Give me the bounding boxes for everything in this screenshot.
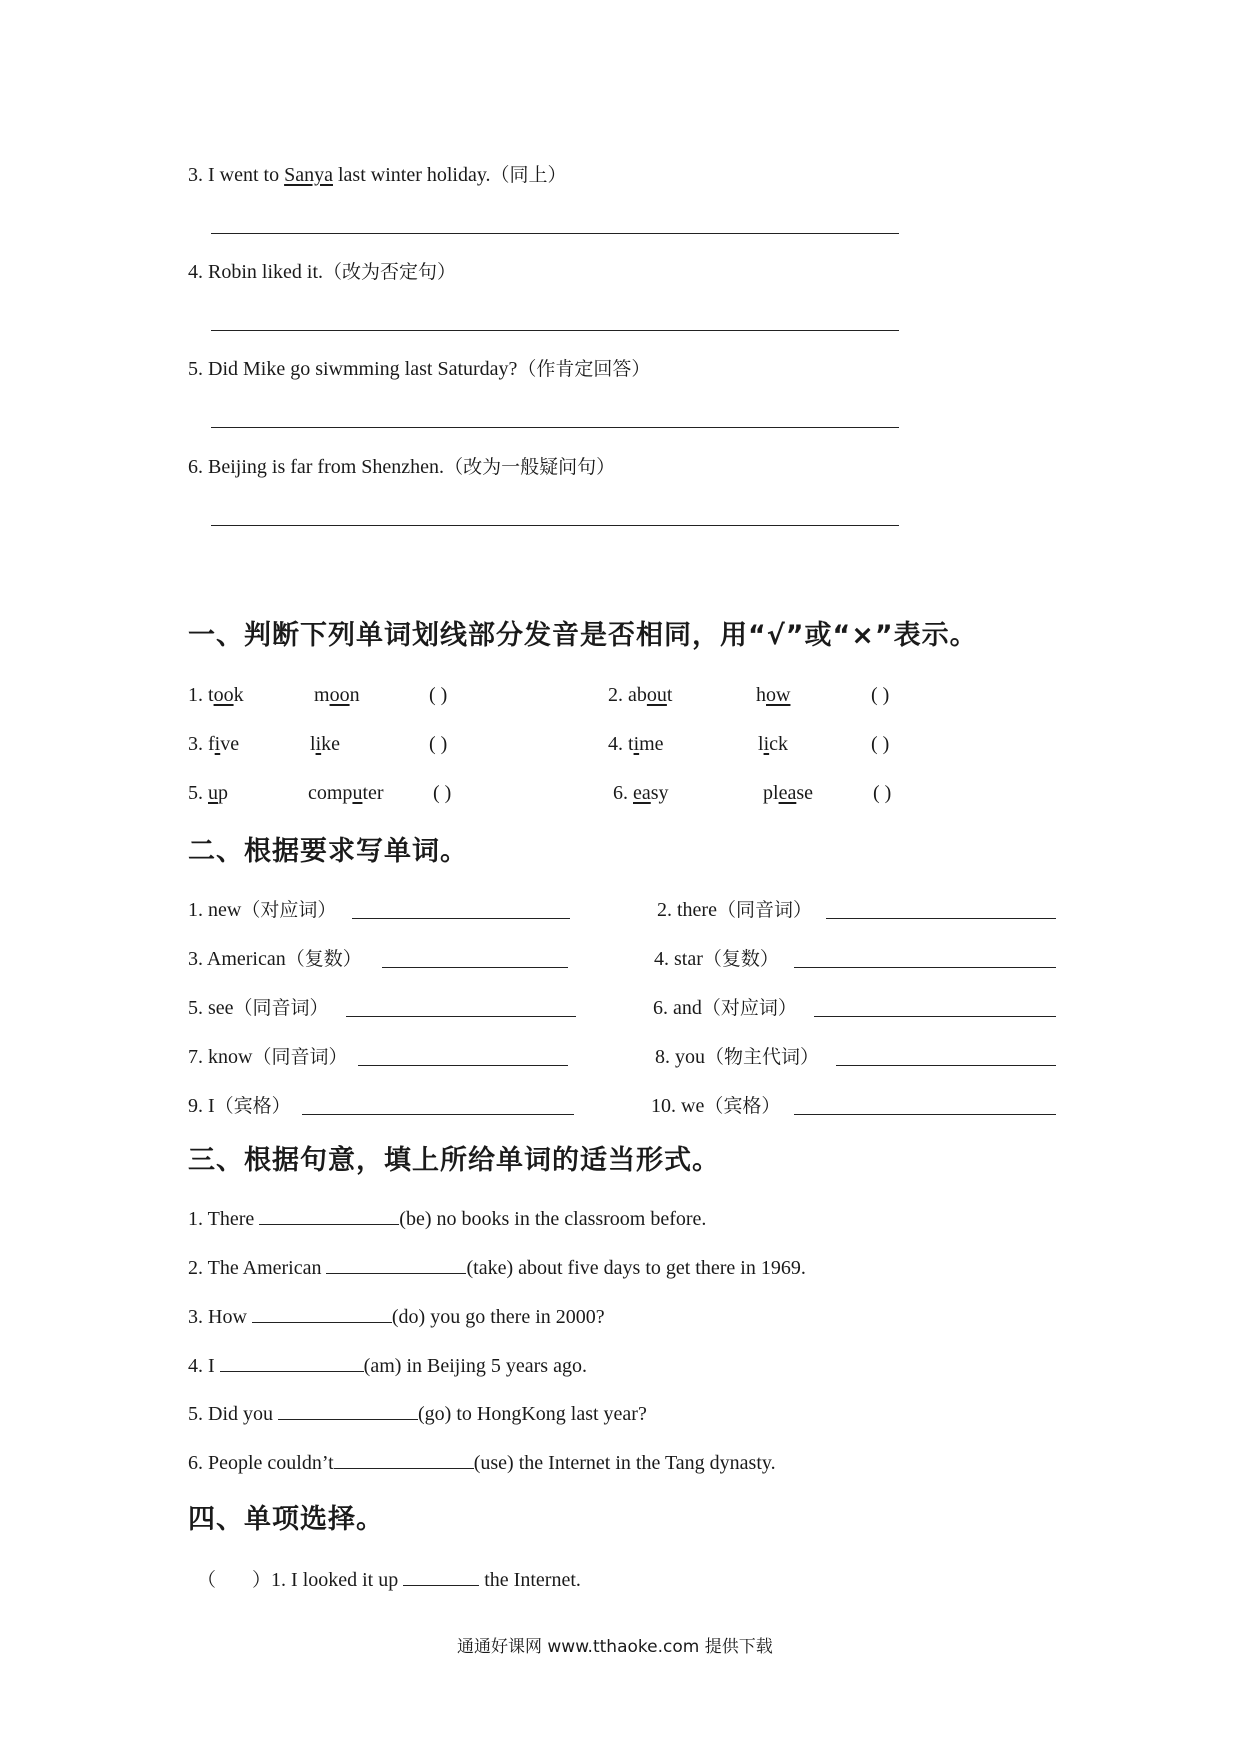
- underlined-sound: oo: [213, 684, 234, 706]
- word-part: l: [758, 733, 764, 755]
- word-text: 2. there: [657, 899, 717, 921]
- underlined-sound: u: [208, 782, 218, 804]
- fill-blank[interactable]: [220, 1353, 364, 1372]
- underlined-word: Sanya: [284, 164, 333, 186]
- word-part: p: [218, 782, 228, 804]
- instruction-note: （复数）: [702, 948, 779, 970]
- text-post: in Beijing 5 years ago.: [401, 1355, 587, 1377]
- text-post: no books in the classroom before.: [431, 1208, 707, 1230]
- word-part: t: [666, 684, 673, 706]
- item-number: 5.: [188, 782, 208, 804]
- text-post: the Internet in the Tang dynasty.: [513, 1452, 776, 1474]
- section-heading-3: 三、根据句意，填上所给单词的适当形式。: [188, 1145, 720, 1176]
- choice-question-1: [197, 1567, 581, 1592]
- fill-blank[interactable]: [259, 1206, 399, 1225]
- answer-line[interactable]: [302, 1114, 574, 1115]
- answer-line[interactable]: [211, 233, 899, 234]
- underlined-sound: oo: [329, 684, 350, 706]
- pair-word-2: [758, 732, 788, 756]
- answer-line[interactable]: [358, 1065, 568, 1066]
- text-pre: 6. People couldn’t: [188, 1452, 334, 1474]
- text-post: to HongKong last year?: [451, 1403, 647, 1425]
- word-hint: (use): [473, 1452, 514, 1474]
- word-part: m: [314, 684, 330, 706]
- word-part: l: [310, 733, 316, 755]
- word-item: [657, 898, 812, 922]
- rewrite-item-5: [188, 357, 650, 381]
- underlined-sound: ow: [766, 684, 791, 706]
- pair-item: [613, 781, 669, 805]
- answer-line[interactable]: [814, 1016, 1056, 1017]
- item-number: 3.: [188, 733, 208, 755]
- word-part: ck: [769, 733, 789, 755]
- answer-line[interactable]: [794, 1114, 1056, 1115]
- answer-line[interactable]: [211, 525, 899, 526]
- word-text: 4. star: [654, 948, 703, 970]
- word-part: k: [233, 684, 244, 706]
- answer-line[interactable]: [826, 918, 1056, 919]
- pair-word-2: [756, 683, 790, 707]
- question-text-end: the Internet.: [479, 1569, 581, 1591]
- underlined-sound: i: [633, 733, 640, 755]
- answer-parentheses[interactable]: ( ): [433, 782, 452, 804]
- underlined-sound: ea: [778, 782, 797, 804]
- fill-blank[interactable]: [334, 1450, 474, 1469]
- word-text: 6. and: [653, 997, 702, 1019]
- fill-item: [188, 1450, 776, 1475]
- text-pre: 3. I went to: [188, 164, 285, 186]
- text-pre: 4. Robin liked it.: [188, 261, 323, 283]
- answer-line[interactable]: [794, 967, 1056, 968]
- text-pre: 1. There: [188, 1208, 260, 1230]
- word-item: [188, 1045, 347, 1069]
- fill-blank[interactable]: [252, 1304, 392, 1323]
- answer-line[interactable]: [211, 427, 899, 428]
- text-pre: 3. How: [188, 1306, 252, 1328]
- word-part: t: [628, 733, 634, 755]
- answer-parentheses[interactable]: ( ): [429, 733, 448, 755]
- instruction-note: （改为否定句）: [323, 261, 457, 283]
- answer-parentheses[interactable]: ( ): [871, 684, 890, 706]
- word-text: 9. I: [188, 1095, 215, 1117]
- word-part: ab: [628, 684, 647, 706]
- instruction-note: （同音词）: [233, 997, 329, 1019]
- word-part: t: [208, 684, 214, 706]
- instruction-note: （改为一般疑问句）: [444, 456, 616, 478]
- fill-blank[interactable]: [403, 1567, 479, 1586]
- pair-word-2: [314, 683, 360, 707]
- word-part: ve: [220, 733, 240, 755]
- underlined-sound: i: [315, 733, 322, 755]
- fill-item: [188, 1401, 647, 1426]
- word-part: comp: [308, 782, 353, 804]
- fill-item: [188, 1206, 706, 1231]
- instruction-note: （对应词）: [241, 899, 337, 921]
- answer-paren-close: ）: [252, 1569, 272, 1591]
- answer-paren-open[interactable]: （: [197, 1569, 217, 1591]
- answer-line[interactable]: [211, 330, 899, 331]
- section-heading-1: 一、判断下列单词划线部分发音是否相同，用“√”或“×”表示。: [188, 620, 978, 651]
- pair-item: [188, 683, 244, 707]
- instruction-note: （同音词）: [716, 899, 812, 921]
- answer-parentheses[interactable]: ( ): [873, 782, 892, 804]
- instruction-note: （宾格）: [704, 1095, 781, 1117]
- word-text: 1. new: [188, 899, 242, 921]
- word-text: 8. you: [655, 1046, 705, 1068]
- footer-credit: 通通好课网 www.tthaoke.com 提供下载: [457, 1637, 773, 1657]
- word-part: f: [208, 733, 215, 755]
- pair-word-2: [763, 781, 813, 805]
- word-text: 10. we: [651, 1095, 705, 1117]
- rewrite-item-4: [188, 260, 456, 284]
- answer-line[interactable]: [382, 967, 568, 968]
- word-part: pl: [763, 782, 779, 804]
- pair-item: [188, 732, 239, 756]
- pair-item: [608, 683, 672, 707]
- word-part: se: [796, 782, 813, 804]
- word-item: [188, 947, 362, 971]
- answer-line[interactable]: [346, 1016, 576, 1017]
- text-post: you go there in 2000?: [425, 1306, 605, 1328]
- item-number: 2.: [608, 684, 628, 706]
- answer-parentheses[interactable]: ( ): [871, 733, 890, 755]
- underlined-sound: u: [352, 782, 363, 804]
- word-text: 5. see: [188, 997, 234, 1019]
- text-post: last winter holiday.: [332, 164, 491, 186]
- underlined-sound: ea: [633, 782, 651, 804]
- instruction-note: （同音词）: [252, 1046, 348, 1068]
- word-hint: (take): [466, 1257, 514, 1279]
- word-part: sy: [650, 782, 669, 804]
- instruction-note: （同上）: [490, 164, 567, 186]
- instruction-note: （复数）: [285, 948, 362, 970]
- rewrite-item-6: [188, 455, 615, 479]
- fill-blank[interactable]: [278, 1401, 418, 1420]
- word-part: n: [349, 684, 360, 706]
- word-hint: (do): [391, 1306, 426, 1328]
- item-number: 6.: [613, 782, 633, 804]
- word-part: h: [756, 684, 766, 706]
- instruction-note: （宾格）: [214, 1095, 291, 1117]
- answer-line[interactable]: [352, 918, 570, 919]
- word-item: [188, 996, 329, 1020]
- word-text: 3. American: [188, 948, 286, 970]
- text-pre: 6. Beijing is far from Shenzhen.: [188, 456, 445, 478]
- word-part: ke: [321, 733, 341, 755]
- underlined-sound: i: [214, 733, 221, 755]
- word-hint: (be): [399, 1208, 432, 1230]
- pair-word-2: [310, 732, 340, 756]
- fill-item: [188, 1304, 605, 1329]
- word-text: 7. know: [188, 1046, 253, 1068]
- word-part: ter: [362, 782, 384, 804]
- underlined-sound: ou: [646, 684, 667, 706]
- word-item: [653, 996, 797, 1020]
- word-item: [651, 1094, 780, 1118]
- item-number: 1.: [188, 684, 208, 706]
- text-pre: 5. Did Mike go siwmming last Saturday?: [188, 358, 518, 380]
- question-text: 1. I looked it up: [271, 1569, 404, 1591]
- instruction-note: （物主代词）: [705, 1046, 820, 1068]
- word-item: [188, 898, 336, 922]
- pair-item: [188, 781, 228, 805]
- rewrite-item-3: [188, 163, 567, 187]
- fill-blank[interactable]: [326, 1255, 466, 1274]
- text-post: about five days to get there in 1969.: [513, 1257, 806, 1279]
- answer-line[interactable]: [836, 1065, 1056, 1066]
- underlined-sound: i: [763, 733, 770, 755]
- instruction-note: （对应词）: [701, 997, 797, 1019]
- word-hint: (am): [363, 1355, 402, 1377]
- word-item: [654, 947, 779, 971]
- text-pre: 2. The American: [188, 1257, 327, 1279]
- text-pre: 5. Did you: [188, 1403, 278, 1425]
- item-number: 4.: [608, 733, 628, 755]
- section-heading-2: 二、根据要求写单词。: [188, 836, 468, 867]
- answer-parentheses[interactable]: ( ): [429, 684, 448, 706]
- fill-item: [188, 1255, 806, 1280]
- word-item: [188, 1094, 291, 1118]
- word-hint: (go): [418, 1403, 452, 1425]
- word-item: [655, 1045, 819, 1069]
- instruction-note: （作肯定回答）: [517, 358, 651, 380]
- word-part: me: [639, 733, 664, 755]
- text-pre: 4. I: [188, 1355, 220, 1377]
- section-heading-4: 四、单项选择。: [188, 1504, 384, 1535]
- fill-item: [188, 1353, 587, 1378]
- pair-word-2: [308, 781, 384, 805]
- pair-item: [608, 732, 664, 756]
